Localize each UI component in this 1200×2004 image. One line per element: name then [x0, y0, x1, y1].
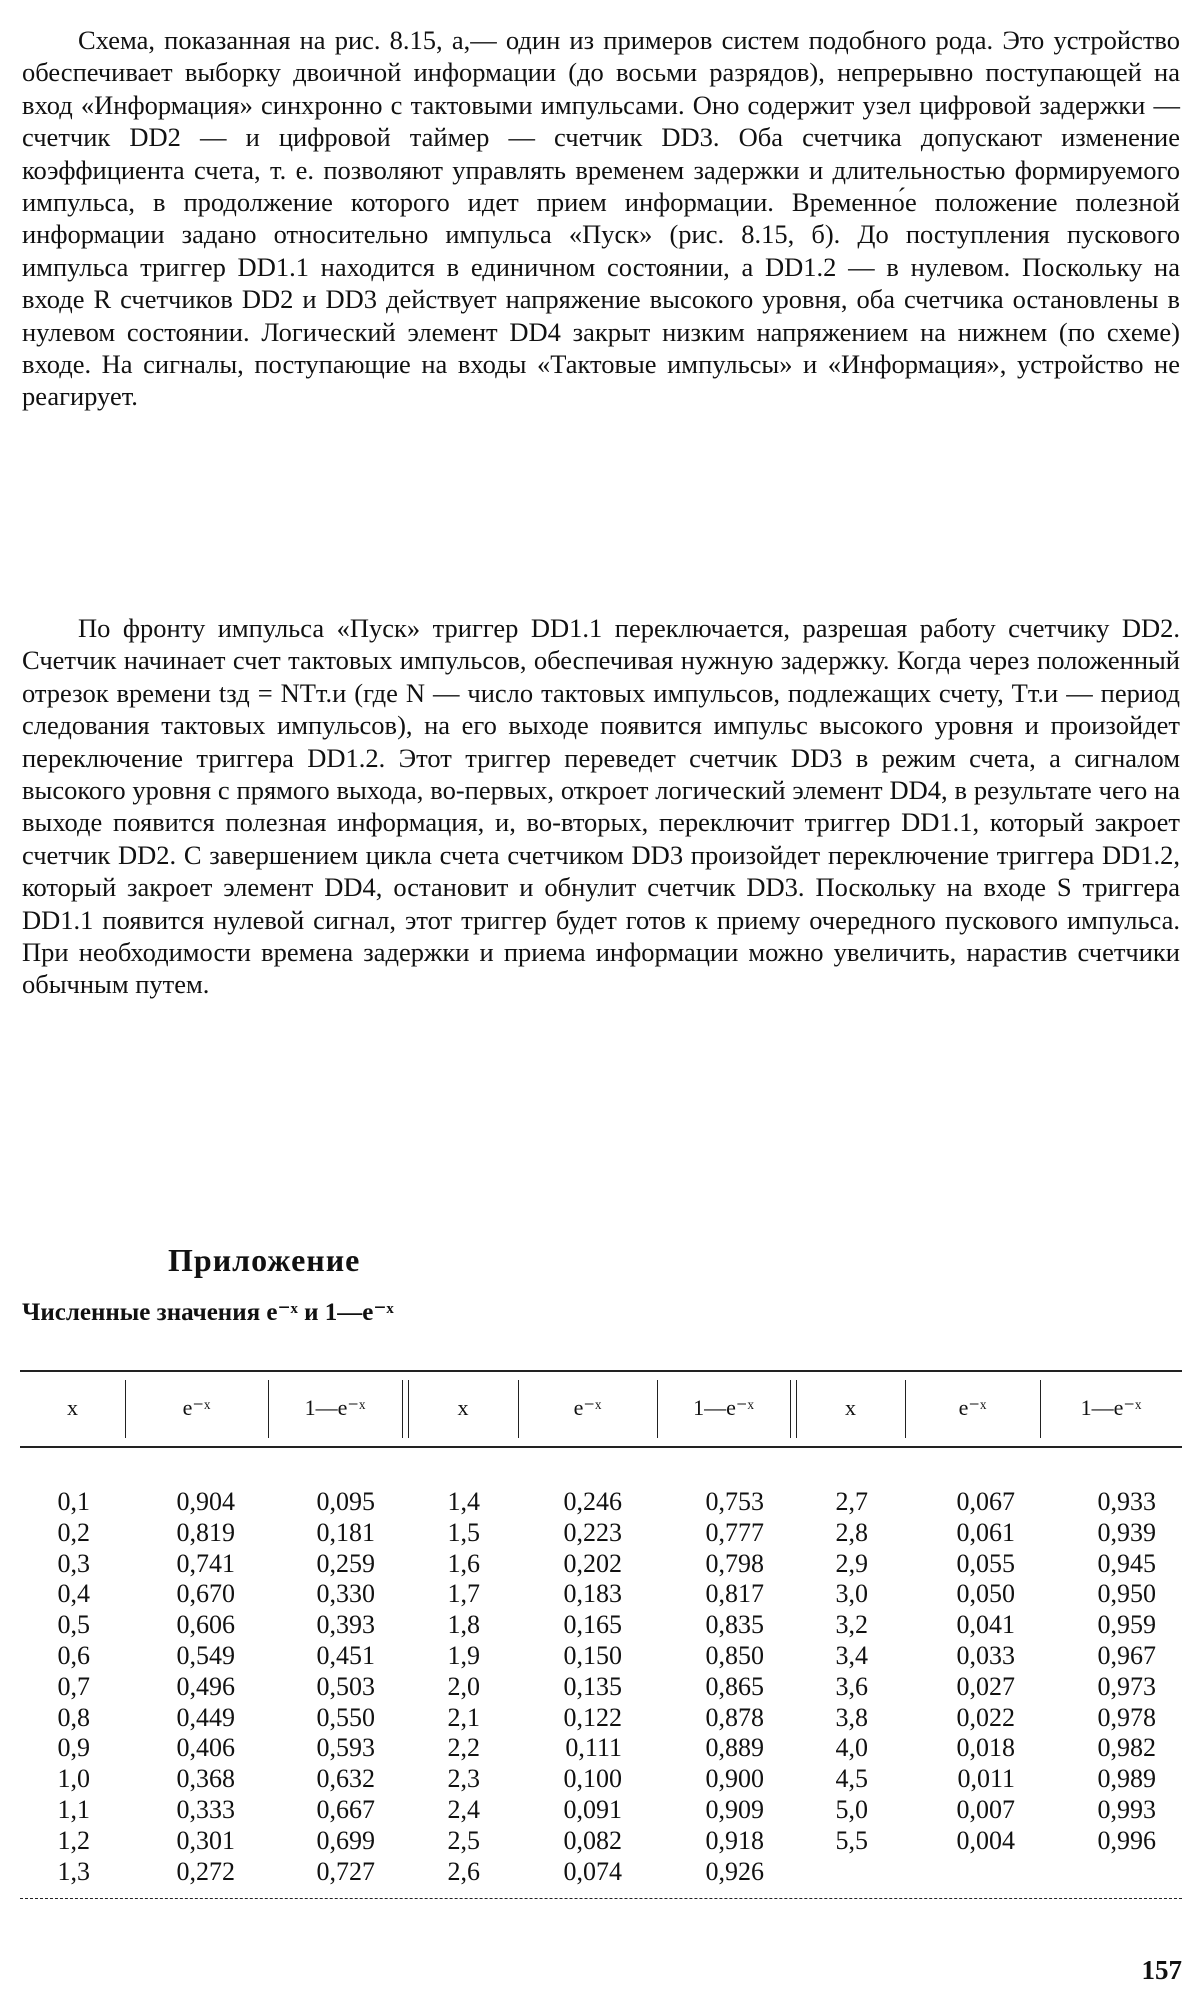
column-x-1	[58, 1487, 91, 1887]
table-cell: 2,2	[447, 1733, 480, 1763]
table-cell: 0,982	[1097, 1733, 1156, 1763]
table-cell: 0,865	[705, 1671, 764, 1701]
table-cell: 2,9	[835, 1548, 868, 1578]
table-cell: 0,007	[956, 1794, 1015, 1824]
table-cell: 0,933	[1097, 1487, 1156, 1516]
table-cell: 0,050	[956, 1579, 1015, 1609]
column-header-one-minus-exp: 1—e⁻ˣ	[304, 1395, 366, 1420]
table-cell: 0,699	[316, 1825, 375, 1855]
table-cell: 0,945	[1097, 1548, 1156, 1578]
table-cell: 0,549	[176, 1640, 235, 1670]
table-cell: 0,406	[176, 1733, 235, 1763]
table-cell: 0,111	[565, 1733, 622, 1763]
table-cell: 2,0	[447, 1671, 480, 1701]
table-cell: 0,593	[316, 1733, 375, 1763]
table-top-rule	[20, 1370, 1182, 1372]
table-cell: 0,6	[57, 1640, 90, 1670]
appendix-title: Приложение	[168, 1242, 361, 1278]
table-cell: 0,259	[316, 1548, 375, 1578]
table-cell: 0,018	[956, 1733, 1015, 1763]
column-header-exp: e⁻ˣ	[573, 1395, 602, 1420]
column-exp-3	[957, 1487, 1016, 1857]
paragraph-1	[22, 24, 1180, 413]
table-cell: 0,082	[563, 1825, 622, 1855]
table-cell: 2,6	[447, 1856, 480, 1886]
column-header-one-minus-exp: 1—e⁻ˣ	[693, 1395, 754, 1420]
table-cell: 3,4	[835, 1640, 868, 1670]
table-cell: 4,0	[835, 1733, 868, 1763]
table-cell: 2,3	[447, 1764, 480, 1794]
table-cell: 3,0	[835, 1579, 868, 1609]
table-cell: 2,4	[447, 1794, 480, 1824]
column-header-x: x	[457, 1395, 469, 1420]
table-cell: 0,095	[316, 1487, 375, 1516]
table-cell: 0,041	[956, 1610, 1015, 1640]
table-cell: 0,939	[1097, 1517, 1156, 1547]
table-cell: 0,272	[176, 1856, 235, 1886]
paragraph-2	[22, 612, 1180, 1001]
table-cell: 0,393	[316, 1610, 375, 1640]
table-cell: 0,330	[316, 1579, 375, 1609]
table-cell: 0,667	[316, 1794, 375, 1824]
table-cell: 0,011	[957, 1764, 1015, 1794]
table-cell: 0,7	[57, 1671, 90, 1701]
table-cell: 0,918	[705, 1825, 764, 1855]
table-cell: 0,909	[705, 1794, 764, 1824]
table-cell: 1,5	[447, 1517, 480, 1547]
table-cell: 0,4	[57, 1579, 90, 1609]
table-cell: 0,819	[176, 1517, 235, 1547]
table-cell: 1,1	[57, 1794, 90, 1824]
paragraph-2-text: По фронту импульса «Пуск» триггер DD1.1 переключается, разрешая работу счетчику DD2. Счетчик начинает счет тактовых импульсов, обеспечивая нужную задержку. Когда через положенный отрезок времени tзд = NTт.и (где N — число тактовых импульсов, подлежащих счету, Tт.и — период следования тактовых импульсов), на его выходе появится импульс высокого уровня и произойдет переключение триггера DD1.2. Этот триггер переведет счетчик DD3 в режим счета, а сигналом высокого уровня с прямого выхода, во-первых, откроет логический элемент DD4, в результате чего на выходе появится полезная информация, и, во-вторых, переключит триггер DD1.1, который закроет счетчик DD2. С завершением цикла счета счетчиком DD3 произойдет переключение триггера DD1.2, который закроет элемент DD4, остановит и обнулит счетчик DD3. Поскольку на входе S триггера DD1.1 появится нулевой сигнал, этот триггер будет готов к приему очередного пускового импульса. При необходимости времена задержки и приема информации можно увеличить, нарастив счетчики обычным путем.	[22, 613, 1180, 1000]
table-cell: 0,135	[563, 1671, 622, 1701]
column-one-minus-exp-1	[317, 1487, 376, 1887]
table-cell: 0,033	[956, 1640, 1015, 1670]
table-caption: Численные значения e⁻ˣ и 1—e⁻ˣ	[22, 1299, 394, 1326]
table-cell: 2,8	[835, 1517, 868, 1547]
column-header-exp: e⁻ˣ	[958, 1395, 987, 1420]
table-cell: 0,993	[1097, 1794, 1156, 1824]
table-cell: 0,878	[705, 1702, 764, 1732]
table-cell: 2,7	[835, 1487, 868, 1516]
table-cell: 0,9	[57, 1733, 90, 1763]
table-cell: 0,996	[1097, 1825, 1156, 1855]
table-cell: 0,798	[705, 1548, 764, 1578]
table-cell: 0,959	[1097, 1610, 1156, 1640]
table-cell: 0,333	[176, 1794, 235, 1824]
table-cell: 0,973	[1097, 1671, 1156, 1701]
table-cell: 0,181	[316, 1517, 375, 1547]
table-cell: 0,967	[1097, 1640, 1156, 1670]
table-cell: 0,022	[956, 1702, 1015, 1732]
column-exp-2	[564, 1487, 623, 1887]
table-bottom-rule	[20, 1898, 1182, 1899]
table-cell: 5,5	[835, 1825, 868, 1855]
table-cell: 0,055	[956, 1548, 1015, 1578]
column-x-2	[448, 1487, 481, 1887]
table-cell: 3,6	[835, 1671, 868, 1701]
table-cell: 0,100	[563, 1764, 622, 1794]
table-cell: 0,835	[705, 1610, 764, 1640]
table-divider	[790, 1380, 791, 1438]
table-cell: 0,978	[1097, 1702, 1156, 1732]
table-cell: 0,900	[705, 1764, 764, 1794]
table-cell: 0,632	[316, 1764, 375, 1794]
table-cell: 0,2	[57, 1517, 90, 1547]
table-cell: 0,3	[57, 1548, 90, 1578]
table-cell: 1,8	[447, 1610, 480, 1640]
page-number: 157	[1141, 1955, 1182, 1985]
column-exp-1	[177, 1487, 236, 1887]
table-header-rule	[20, 1446, 1182, 1448]
table-cell: 0,301	[176, 1825, 235, 1855]
table-cell: 5,0	[835, 1794, 868, 1824]
table-cell: 0,741	[176, 1548, 235, 1578]
table-cell: 2,5	[447, 1825, 480, 1855]
table-cell: 1,7	[447, 1579, 480, 1609]
table-cell: 0,067	[956, 1487, 1015, 1516]
table-divider	[402, 1380, 403, 1438]
table-cell: 0,122	[563, 1702, 622, 1732]
table-cell: 0,165	[563, 1610, 622, 1640]
table-cell: 3,2	[835, 1610, 868, 1640]
table-cell: 0,183	[563, 1579, 622, 1609]
column-x-3	[836, 1487, 869, 1857]
column-header-x: x	[845, 1395, 856, 1420]
column-one-minus-exp-2	[706, 1487, 765, 1887]
table-cell: 0,5	[57, 1610, 90, 1640]
table-cell: 0,550	[316, 1702, 375, 1732]
paragraph-1-text: Схема, показанная на рис. 8.15, а,— один из примеров систем подобного рода. Это устройство обеспечивает выборку двоичной информации (до восьми разрядов), непрерывно поступающей на вход «Информация» синхронно с тактовыми импульсами. Оно содержит узел цифровой задержки — счетчик DD2 — и цифровой таймер — счетчик DD3. Оба счетчика допускают изменение коэффициента счета, т. е. позволяют управлять временем задержки и длительностью формируемого импульса, в продолжение которого идет прием информации. Временно́е положение полезной информации задано относительно импульса «Пуск» (рис. 8.15, б). До поступления пускового импульса триггер DD1.1 находится в единичном состоянии, а DD1.2 — в нулевом. Поскольку на входе R счетчиков DD2 и DD3 действует напряжение высокого уровня, оба счетчика остановлены в нулевом состоянии. Логический элемент DD4 закрыт низким напряжением на нижнем (по схеме) входе. На сигналы, поступающие на входы «Тактовые импульсы» и «Информация», устройство не реагирует.	[22, 25, 1180, 412]
table-cell: 0,091	[563, 1794, 622, 1824]
table-cell: 0,606	[176, 1610, 235, 1640]
table-cell: 1,9	[447, 1640, 480, 1670]
table-cell: 0,503	[316, 1671, 375, 1701]
table-cell: 1,4	[447, 1487, 480, 1516]
column-one-minus-exp-3	[1098, 1487, 1157, 1857]
table-cell: 0,150	[563, 1640, 622, 1670]
table-cell: 1,6	[447, 1548, 480, 1578]
table-cell: 0,989	[1097, 1764, 1156, 1794]
table-cell: 0,004	[956, 1825, 1015, 1855]
table-cell: 0,061	[956, 1517, 1015, 1547]
table-cell: 0,926	[705, 1856, 764, 1886]
table-cell: 0,027	[956, 1671, 1015, 1701]
table-cell: 0,496	[176, 1671, 235, 1701]
table-cell: 0,074	[563, 1856, 622, 1886]
table-cell: 0,904	[176, 1487, 235, 1516]
table-cell: 1,3	[57, 1856, 90, 1886]
column-header-one-minus-exp: 1—e⁻ˣ	[1080, 1395, 1142, 1420]
table-cell: 0,8	[57, 1702, 90, 1732]
table-cell: 3,8	[835, 1702, 868, 1732]
table-cell: 0,777	[705, 1517, 764, 1547]
table-cell: 0,202	[563, 1548, 622, 1578]
table-cell: 0,950	[1097, 1579, 1156, 1609]
table-cell: 4,5	[835, 1764, 868, 1794]
table-cell: 0,451	[316, 1640, 375, 1670]
table-cell: 1,0	[57, 1764, 90, 1794]
table-cell: 0,817	[705, 1579, 764, 1609]
column-header-exp: e⁻ˣ	[182, 1395, 211, 1420]
column-header-x: x	[67, 1395, 78, 1420]
table-cell: 0,368	[176, 1764, 235, 1794]
table-cell: 1,2	[57, 1825, 90, 1855]
table-cell: 0,753	[705, 1487, 764, 1516]
table-cell: 0,670	[176, 1579, 235, 1609]
table-cell: 0,449	[176, 1702, 235, 1732]
table-cell: 0,246	[563, 1487, 622, 1516]
table-cell: 0,223	[563, 1517, 622, 1547]
table-cell: 2,1	[447, 1702, 480, 1732]
table-cell: 0,727	[316, 1856, 375, 1886]
table-cell: 0,889	[705, 1733, 764, 1763]
table-cell: 0,1	[57, 1487, 90, 1516]
table-cell: 0,850	[705, 1640, 764, 1670]
